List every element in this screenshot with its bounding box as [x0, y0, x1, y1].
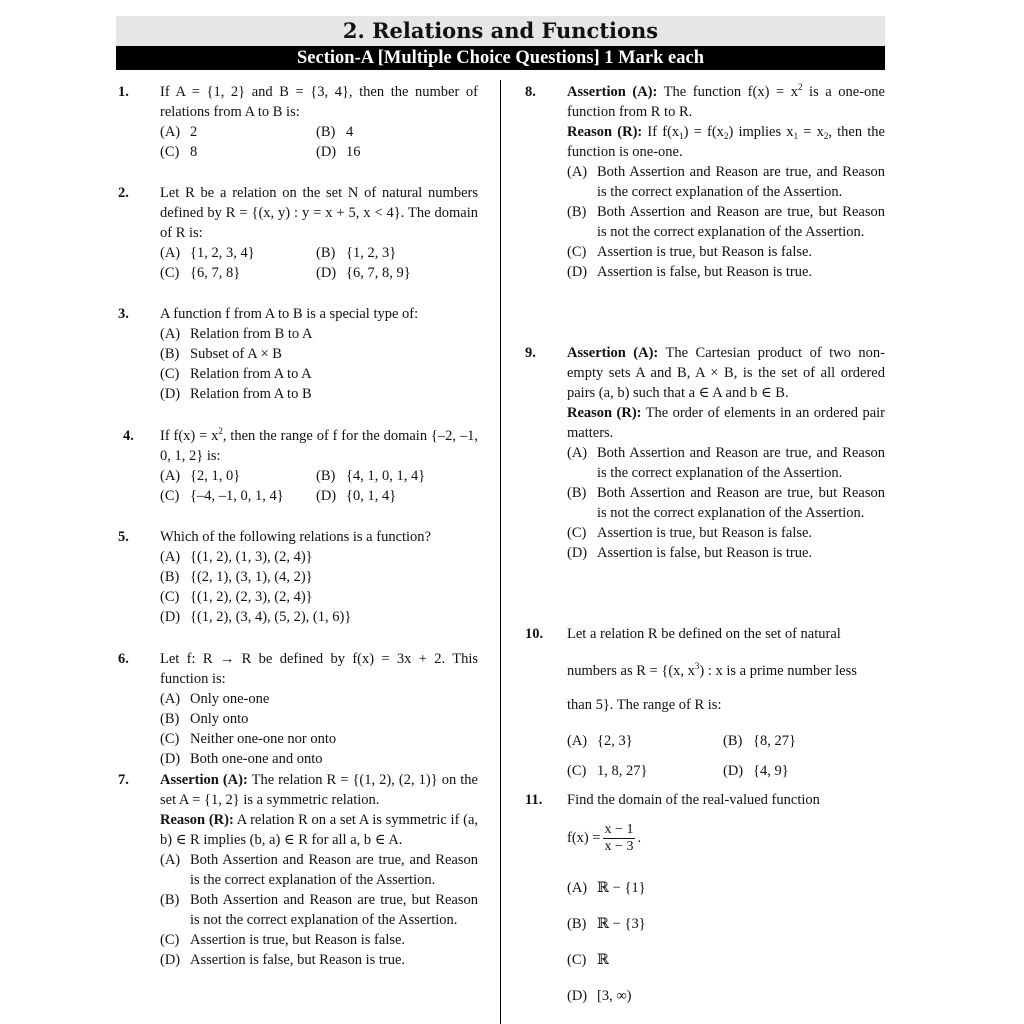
question-stem: Find the domain of the real-valued function [567, 792, 820, 808]
option-a: (A) 2 [160, 124, 198, 140]
question-number: 8. [525, 84, 536, 100]
option-c: (C) Assertion is true, but Reason is false. [567, 525, 813, 541]
option-a: (A) Relation from B to A [160, 326, 313, 342]
question-stem: Let R be a relation on the set N of natural numbers defined by R = {(x, y) : y = x + 5, x < 4}. The domain of R is: [160, 185, 478, 241]
question-stem: Let f: R → R be defined by f(x) = 3x + 2. This function is: [160, 651, 478, 687]
option-a: (A) Both Assertion and Reason are true, and Reason is the correct explanation of the Assertion. [567, 164, 885, 200]
option-b: (B) {8, 27} [723, 733, 796, 749]
question-stem-line-1: Let a relation R be defined on the set of natural [567, 626, 841, 642]
option-d: (D) Both one-one and onto [160, 751, 323, 767]
option-b: (B) {(2, 1), (3, 1), (4, 2)} [160, 569, 313, 585]
section-heading: Section-A [Multiple Choice Questions] 1 Mark each [116, 46, 885, 70]
option-b: (B) 4 [316, 124, 354, 140]
option-b: (B) {4, 1, 0, 1, 4} [316, 468, 426, 484]
question-number: 5. [118, 529, 129, 545]
option-c: (C) 8 [160, 144, 198, 160]
option-a: (A) ℝ − {1} [567, 880, 646, 896]
option-a: (A) Both Assertion and Reason are true, and Reason is the correct explanation of the Assertion. [160, 852, 478, 888]
question-number: 10. [525, 626, 544, 642]
option-d: (D) {4, 9} [723, 763, 789, 779]
assertion: Assertion (A): The function $f(x) = x^2$ is a one-one function from R to R. [567, 82, 885, 120]
option-c: (C) Assertion is true, but Reason is false. [160, 932, 406, 948]
option-c: (C) {(1, 2), (2, 3), (2, 4)} [160, 589, 313, 605]
question-number: 3. [118, 306, 129, 322]
option-d: (D) {6, 7, 8, 9} [316, 265, 411, 281]
reason: Reason (R): A relation R on a set A is symmetric if (a, b) ∈ R implies (b, a) ∈ R for all a, b ∈ A. [160, 812, 479, 848]
option-c: (C) {6, 7, 8} [160, 265, 241, 281]
function-expression: f(x) = $\frac{x - 1}{x - 3}$ . [567, 821, 642, 854]
question-number: 9. [525, 345, 536, 361]
question-number: 6. [118, 651, 129, 667]
assertion: Assertion (A): The relation R = {(1, 2), (2, 1)} on the set A = {1, 2} is a symmetric relation. [160, 772, 478, 808]
option-c: (C) 1, 8, 27} [567, 763, 648, 779]
option-c: (C) {–4, –1, 0, 1, 4} [160, 488, 284, 504]
question-number: 1. [118, 84, 129, 100]
option-a: (A) {2, 1, 0} [160, 468, 241, 484]
option-b: (B) Both Assertion and Reason are true, but Reason is not the correct explanation of the Assertion. [567, 204, 885, 240]
option-d: (D) Relation from A to B [160, 386, 312, 402]
option-d: (D) 16 [316, 144, 361, 160]
option-d: (D) {(1, 2), (3, 4), (5, 2), (1, 6)} [160, 609, 352, 625]
column-divider [500, 80, 501, 1024]
question-stem-line-2: numbers as R = {(x, $x^3$) : x is a prime number less [567, 661, 857, 679]
option-b: (B) ℝ − {3} [567, 916, 646, 932]
assertion: Assertion (A): The Cartesian product of two non-empty sets A and B, A × B, is the set of all ordered pairs (a, b) such that a ∈ A and b ∈ B. [567, 345, 885, 401]
question-stem-line-3: than 5}. The range of R is: [567, 697, 722, 713]
option-b: (B) Both Assertion and Reason are true, but Reason is not the correct explanation of the Assertion. [160, 892, 478, 928]
option-a: (A) Only one-one [160, 691, 270, 707]
question-number: 7. [118, 772, 129, 788]
question-stem: A function f from A to B is a special type of: [160, 306, 419, 322]
reason: Reason (R): If $f(x_1) = f(x_2)$ implies $x_1 = x_2$, then the function is one-one. [567, 124, 885, 160]
option-b: (B) Subset of A × B [160, 346, 282, 362]
option-c: (C) Relation from A to A [160, 366, 312, 382]
option-b: (B) Both Assertion and Reason are true, but Reason is not the correct explanation of the Assertion. [567, 485, 885, 521]
option-a: (A) {(1, 2), (1, 3), (2, 4)} [160, 549, 313, 565]
question-number: 11. [525, 792, 543, 808]
question-number: 4. [123, 428, 134, 444]
option-d: (D) Assertion is false, but Reason is true. [567, 264, 813, 280]
question-number: 2. [118, 185, 129, 201]
option-c: (C) Neither one-one nor onto [160, 731, 337, 747]
fraction: $\frac{x - 1}{x - 3}$ [604, 821, 634, 854]
option-a: (A) Both Assertion and Reason are true, and Reason is the correct explanation of the Assertion. [567, 445, 885, 481]
option-c: (C) Assertion is true, but Reason is false. [567, 244, 813, 260]
reason: Reason (R): The order of elements in an ordered pair matters. [567, 405, 885, 441]
question-stem: If $f(x) = x^2$, then the range of f for the domain {–2, –1, 0, 1, 2} is: [160, 426, 478, 464]
question-stem: Which of the following relations is a function? [160, 529, 431, 545]
option-d: (D) {0, 1, 4} [316, 488, 397, 504]
option-d: (D) Assertion is false, but Reason is true. [567, 545, 813, 561]
option-b: (B) Only onto [160, 711, 249, 727]
option-c: (C) ℝ [567, 952, 610, 968]
option-d: (D) Assertion is false, but Reason is true. [160, 952, 406, 968]
option-d: (D) [3, ∞) [567, 988, 632, 1004]
chapter-title: 2. Relations and Functions [116, 16, 885, 46]
question-stem: If A = {1, 2} and B = {3, 4}, then the number of relations from A to B is: [160, 84, 478, 120]
option-a: (A) {2, 3} [567, 733, 633, 749]
option-b: (B) {1, 2, 3} [316, 245, 397, 261]
option-a: (A) {1, 2, 3, 4} [160, 245, 255, 261]
